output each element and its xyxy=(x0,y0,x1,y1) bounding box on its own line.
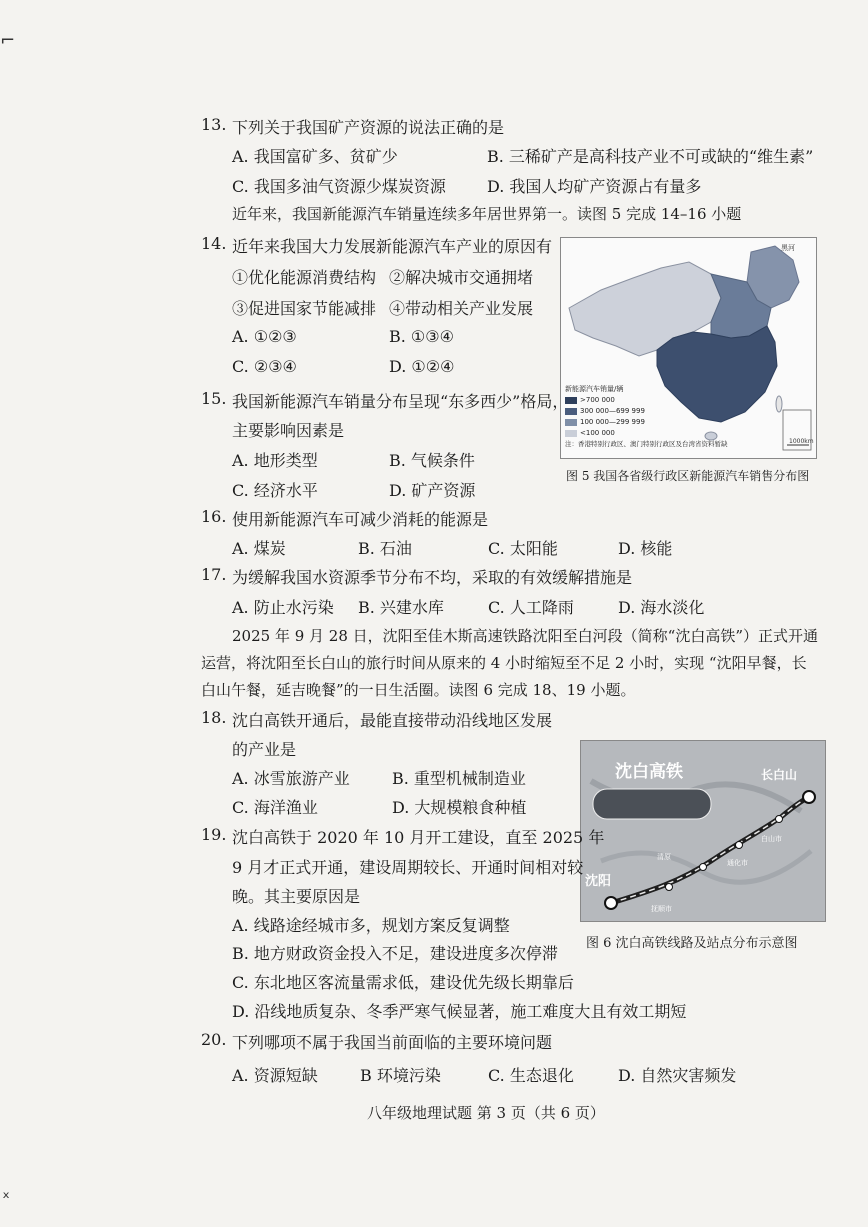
question-20-option-c: C. 生态退化 xyxy=(488,1066,574,1085)
question-16-option-d: D. 核能 xyxy=(618,539,673,558)
question-18-stem-line2: 的产业是 xyxy=(232,740,297,759)
map-region-taiwan xyxy=(776,396,782,412)
question-15-option-b: B. 气候条件 xyxy=(389,451,475,470)
question-19-stem-line1: 沈白高铁于 2020 年 10 月开工建设，直至 2025 年 xyxy=(232,828,605,847)
legend-swatch xyxy=(565,430,577,437)
station xyxy=(776,816,783,823)
question-20-option-d: D. 自然灾害频发 xyxy=(618,1066,737,1085)
corner-mark-top: ⌐ xyxy=(0,30,16,51)
question-14-statement-2: ②解决城市交通拥堵 xyxy=(389,268,534,287)
intro-14-16: 近年来，我国新能源汽车销量连续多年居世界第一。读图 5 完成 14–16 小题 xyxy=(232,205,742,223)
question-16-option-c: C. 太阳能 xyxy=(488,539,558,558)
question-20-number: 20. xyxy=(201,1030,227,1049)
question-17-number: 17. xyxy=(201,565,227,584)
question-14-number: 14. xyxy=(201,234,227,253)
question-15-option-c: C. 经济水平 xyxy=(232,481,318,500)
question-19-option-a: A. 线路途经城市多，规划方案反复调整 xyxy=(232,916,510,935)
question-16-option-b: B. 石油 xyxy=(358,539,412,558)
question-14-stem: 近年来我国大力发展新能源汽车产业的原因有 xyxy=(232,237,553,256)
question-19-stem-line2: 9 月才正式开通，建设周期较长、开通时间相对较 xyxy=(232,858,584,877)
question-14-statement-3: ③促进国家节能减排 xyxy=(232,299,377,318)
legend-label: >700 000 xyxy=(580,396,615,404)
question-20-stem: 下列哪项不属于我国当前面临的主要环境问题 xyxy=(232,1033,553,1052)
question-18-option-c: C. 海洋渔业 xyxy=(232,798,318,817)
station-label: 清原 xyxy=(657,853,671,861)
figure-6-railway-map xyxy=(580,740,826,922)
figure-6-caption: 图 6 沈白高铁线路及站点分布示意图 xyxy=(586,936,798,951)
question-17-option-d: D. 海水淡化 xyxy=(618,598,705,617)
question-17-stem: 为缓解我国水资源季节分布不均，采取的有效缓解措施是 xyxy=(232,568,633,587)
question-18-option-d: D. 大规模粮食种植 xyxy=(392,798,527,817)
station xyxy=(736,842,743,849)
legend-label: <100 000 xyxy=(580,429,615,437)
map-legend-item xyxy=(565,395,728,406)
question-19-option-d: D. 沿线地质复杂、冬季严寒气候显著，施工难度大且有效工期短 xyxy=(232,1002,687,1021)
question-14-option-b: B. ①③④ xyxy=(389,327,454,346)
station xyxy=(700,864,707,871)
question-15-number: 15. xyxy=(201,389,227,408)
legend-label: 100 000—299 999 xyxy=(580,418,645,426)
question-18-number: 18. xyxy=(201,708,227,727)
question-14-option-a: A. ①②③ xyxy=(232,327,297,346)
figure-5-map xyxy=(560,237,817,459)
station-label: 白山市 xyxy=(761,835,782,843)
map-note: 注：香港特别行政区、澳门特别行政区及台湾省资料暂缺 xyxy=(565,440,728,448)
question-16-number: 16. xyxy=(201,507,227,526)
station-label: 抚顺市 xyxy=(651,905,672,913)
map-scale-label: 1000km xyxy=(789,438,814,445)
question-13-number: 13. xyxy=(201,115,227,134)
corner-mark-bottom: ₓ xyxy=(2,1182,10,1203)
question-13-stem: 下列关于我国矿产资源的说法正确的是 xyxy=(232,118,505,137)
question-13-option-d: D. 我国人均矿产资源占有量多 xyxy=(487,177,702,196)
map-legend-item xyxy=(565,406,728,417)
question-15-option-d: D. 矿产资源 xyxy=(389,481,476,500)
question-13-option-b: B. 三稀矿产是高科技产业不可或缺的“维生素” xyxy=(487,147,814,166)
railway-map-svg xyxy=(581,741,825,921)
map-legend-item xyxy=(565,417,728,428)
question-16-stem: 使用新能源汽车可减少消耗的能源是 xyxy=(232,510,489,529)
station-start xyxy=(605,897,617,909)
question-16-option-a: A. 煤炭 xyxy=(232,539,286,558)
question-14-option-d: D. ①②④ xyxy=(389,357,455,376)
legend-label: 300 000—699 999 xyxy=(580,407,645,415)
map-title: 沈白高铁 xyxy=(615,762,683,782)
end-station-label: 长白山 xyxy=(761,768,798,782)
page-footer: 八年级地理试题 第 3 页（共 6 页） xyxy=(367,1104,605,1122)
station-label: 通化市 xyxy=(727,859,748,867)
info-box xyxy=(593,789,711,819)
question-14-statement-4: ④带动相关产业发展 xyxy=(389,299,534,318)
question-18-option-b: B. 重型机械制造业 xyxy=(392,769,526,788)
map-legend-title: 新能源汽车销量/辆 xyxy=(565,385,624,393)
question-19-stem-line3: 晚。其主要原因是 xyxy=(232,887,361,906)
question-19-option-c: C. 东北地区客流量需求低，建设优先级长期靠后 xyxy=(232,973,574,992)
question-14-statement-1: ①优化能源消费结构 xyxy=(232,268,377,287)
question-15-stem-line2: 主要影响因素是 xyxy=(232,421,345,440)
legend-swatch xyxy=(565,419,577,426)
question-15-option-a: A. 地形类型 xyxy=(232,451,318,470)
intro-18-19-line1: 2025 年 9 月 28 日，沈阳至佳木斯高速铁路沈阳至白河段（简称“沈白高铁”）正式开通 xyxy=(232,627,818,645)
question-17-option-c: C. 人工降雨 xyxy=(488,598,574,617)
map-legend xyxy=(565,384,728,450)
intro-18-19-line3: 白山午餐，延吉晚餐”的一日生活圈。读图 6 完成 18、19 小题。 xyxy=(201,681,636,699)
question-18-option-a: A. 冰雪旅游产业 xyxy=(232,769,350,788)
map-river-label: 黑河 xyxy=(781,244,795,252)
question-19-number: 19. xyxy=(201,825,227,844)
question-18-stem-line1: 沈白高铁开通后，最能直接带动沿线地区发展 xyxy=(232,711,553,730)
figure-5-caption: 图 5 我国各省级行政区新能源汽车销售分布图 xyxy=(566,469,810,483)
question-19-option-b: B. 地方财政资金投入不足，建设进度多次停滞 xyxy=(232,944,558,963)
station xyxy=(666,884,673,891)
question-17-option-b: B. 兴建水库 xyxy=(358,598,444,617)
question-20-option-b: B 环境污染 xyxy=(360,1066,441,1085)
question-14-option-c: C. ②③④ xyxy=(232,357,297,376)
question-13-option-c: C. 我国多油气资源少煤炭资源 xyxy=(232,177,446,196)
start-station-label: 沈阳 xyxy=(585,874,612,889)
station-end xyxy=(803,791,815,803)
question-20-option-a: A. 资源短缺 xyxy=(232,1066,318,1085)
question-15-stem-line1: 我国新能源汽车销量分布呈现“东多西少”格局， xyxy=(232,392,569,411)
intro-18-19-line2: 运营，将沈阳至长白山的旅行时间从原来的 4 小时缩短至不足 2 小时，实现 “沈阳早餐，长 xyxy=(201,654,807,672)
question-17-option-a: A. 防止水污染 xyxy=(232,598,334,617)
question-13-option-a: A. 我国富矿多、贫矿少 xyxy=(232,147,398,166)
map-legend-item xyxy=(565,428,728,439)
